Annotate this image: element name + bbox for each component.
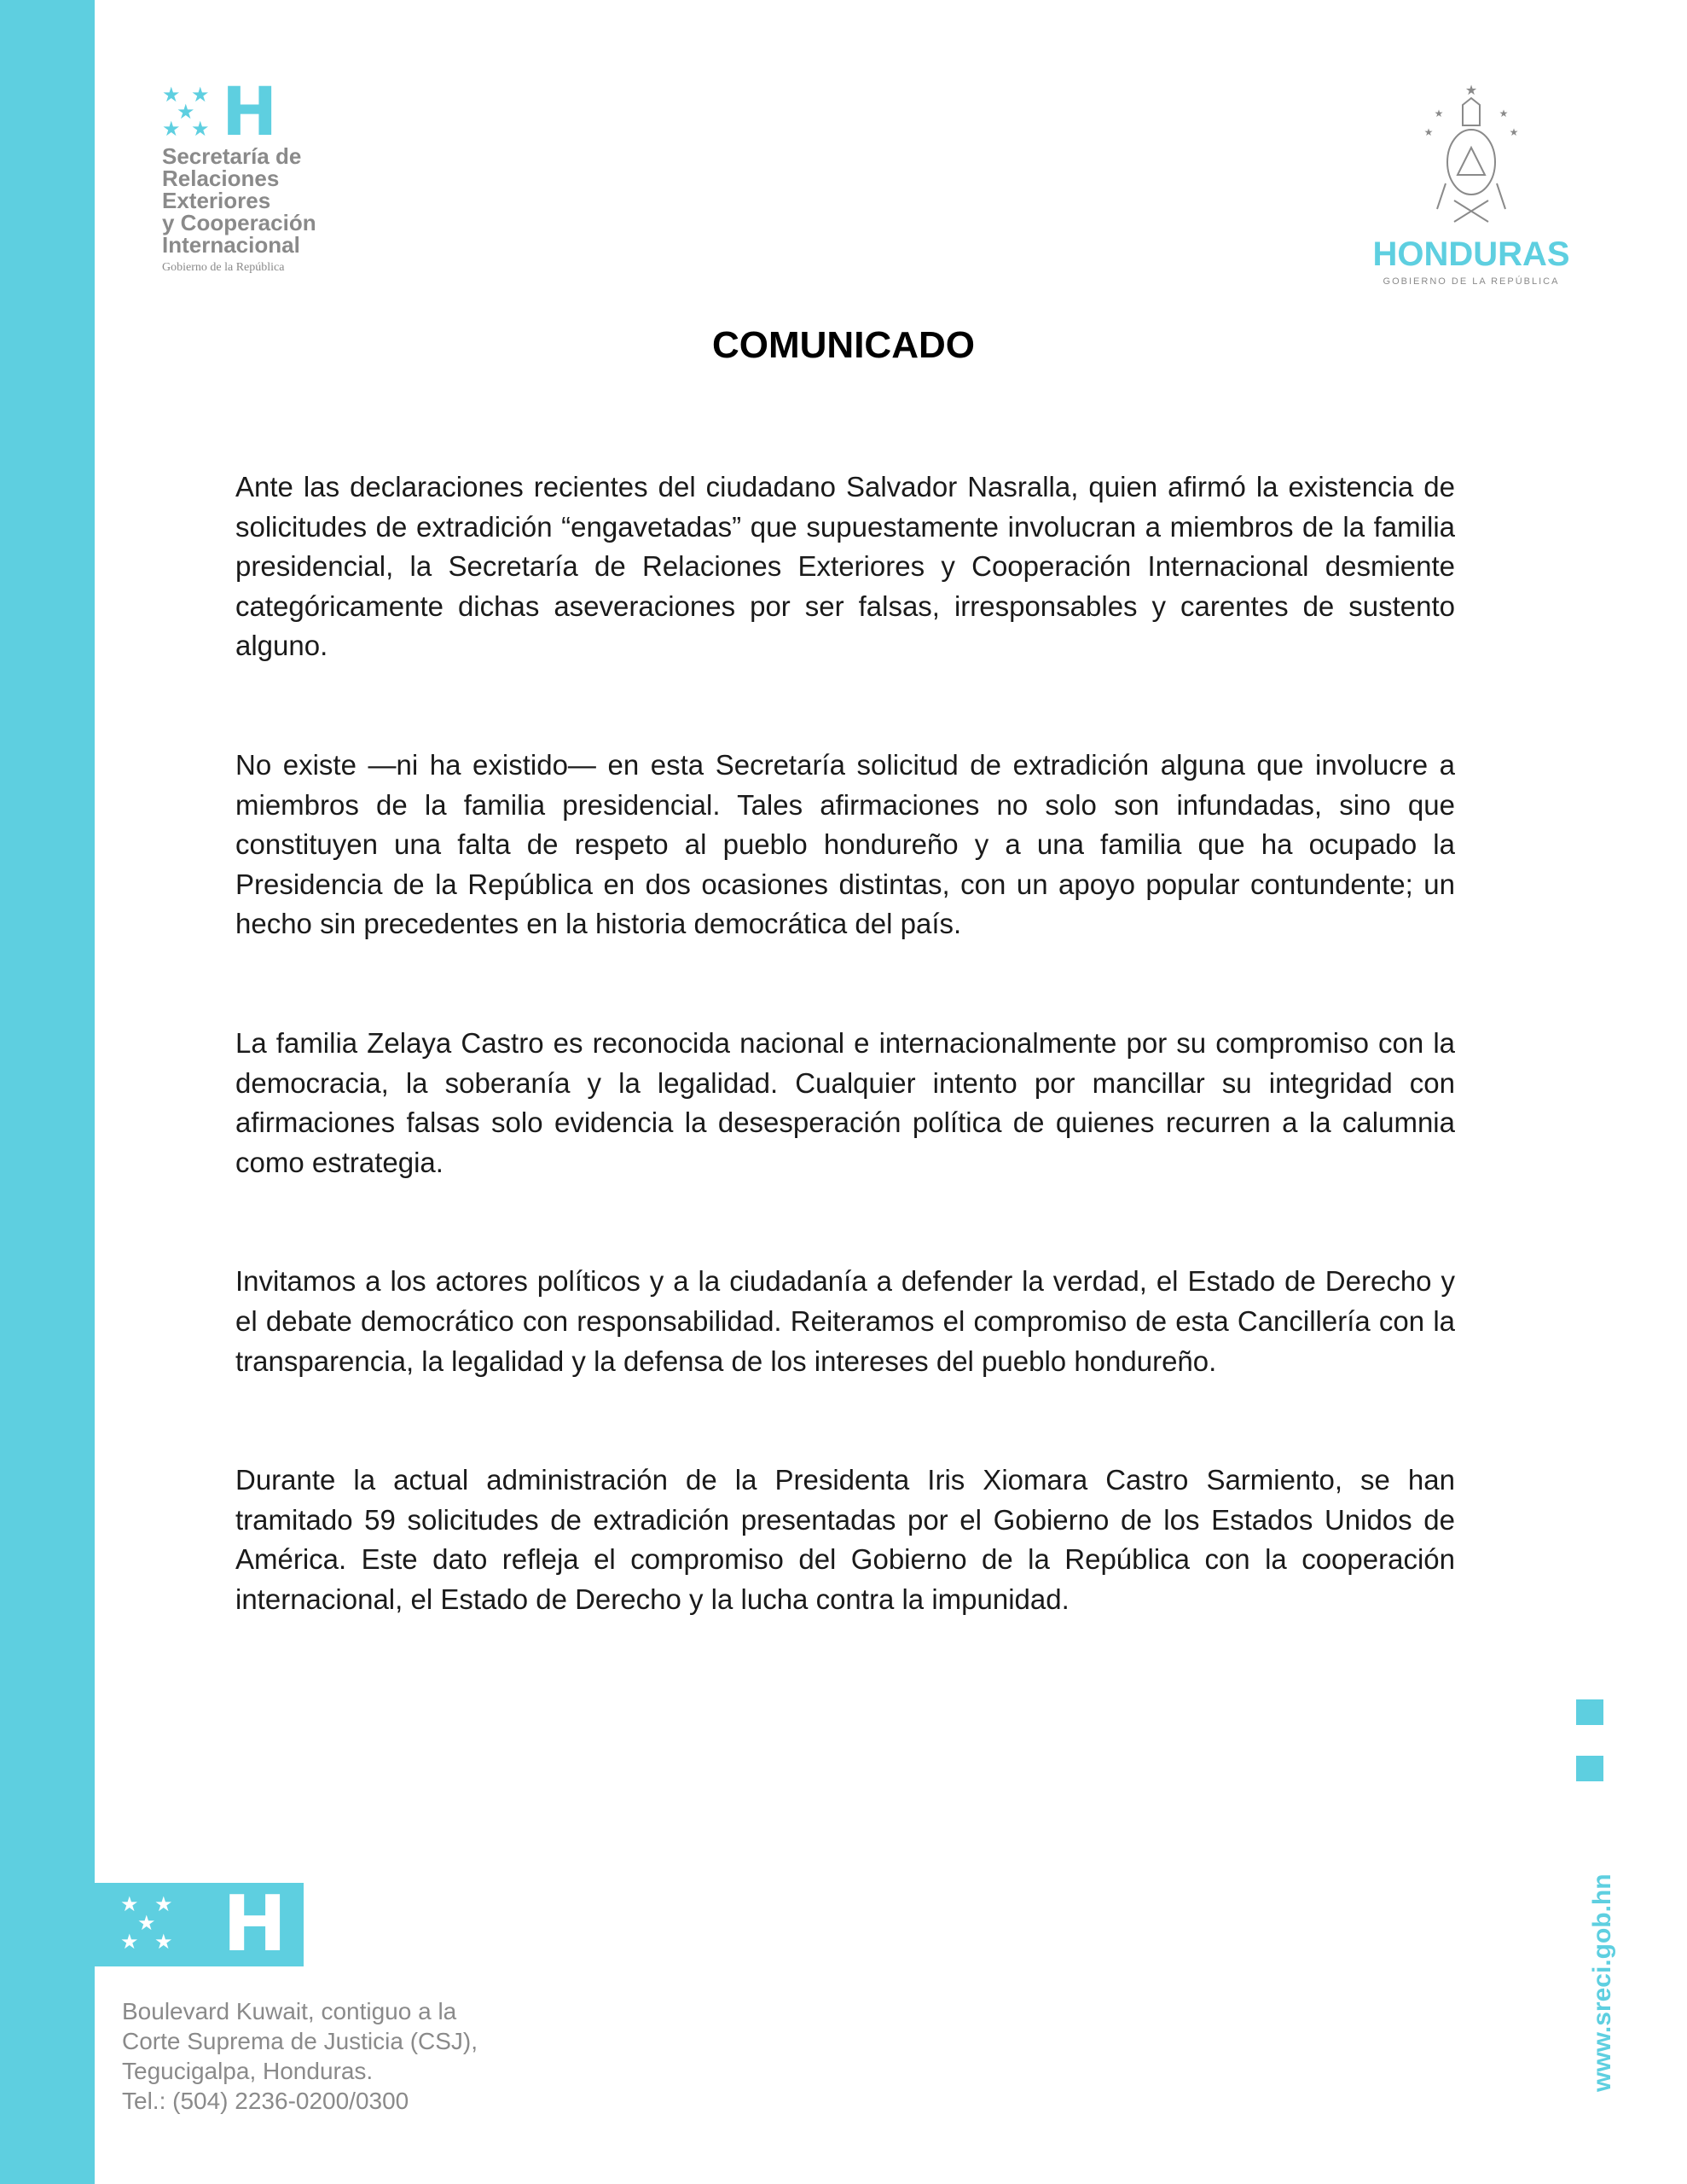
- communique-body: [235, 468, 1455, 1699]
- country-subtitle: GOBIERNO DE LA REPÚBLICA: [1383, 276, 1560, 287]
- h-logo-icon: H: [223, 1879, 287, 1969]
- country-name: HONDURAS: [1372, 235, 1570, 273]
- address-line: Tegucigalpa, Honduras.: [122, 2058, 374, 2084]
- stars-icon: ★ ★ ★ ★ ★: [120, 1893, 173, 1954]
- honduras-logo: [1365, 81, 1578, 287]
- paragraph: No existe —ni ha existido— en esta Secretaría solicitud de extradición alguna que involucre a miembros de la familia presidencial. Tales afirmaciones no solo son infundadas, sino que constituyen una falta de respeto al pueblo hondureño y a una familia que ha ocupado la Presidencia de la República en dos ocasiones distintas, con un apoyo popular contundente; un hecho sin precedentes en la historia democrática del país.: [235, 748, 1455, 940]
- svg-text:★: ★: [1423, 126, 1434, 138]
- org-name-line: y Cooperación: [162, 210, 316, 235]
- paragraph: La familia Zelaya Castro es reconocida nacional e internacionalmente por su compromiso con la democracia, la soberanía y la legalidad. Cualquier intento por mancillar su integridad con afirmaciones falsas solo evidencia la desesperación política de quienes recurren a la calumnia como estrategia.: [235, 1026, 1455, 1178]
- coat-of-arms-icon: [1420, 81, 1522, 226]
- svg-text:★: ★: [1509, 126, 1519, 138]
- org-name-line: Exteriores: [162, 188, 271, 213]
- decorative-square: [1576, 1699, 1603, 1725]
- paragraph: Durante la actual administración de la Presidenta Iris Xiomara Castro Sarmiento, se han tramitado 59 solicitudes de extradición presentadas por el Gobierno de los Estados Unidos de América. Este dato refleja el compromiso del Gobierno de la República con la cooperación internacional, el Estado de Derecho y la lucha contra la impunidad.: [235, 1464, 1455, 1615]
- org-name-line: Secretaría de: [162, 143, 302, 169]
- website-link[interactable]: www.sreci.gob.hn: [1588, 1873, 1616, 2092]
- svg-text:★: ★: [1464, 84, 1478, 98]
- paragraph: Invitamos a los actores políticos y a la ciudadanía a defender la verdad, el Estado de Derecho y el debate democrático con responsabilidad. Reiteramos el compromiso de esta Cancillería con la transparencia, la legalidad y la defensa de los intereses del pueblo hondureño.: [235, 1265, 1455, 1377]
- paragraph: Ante las declaraciones recientes del ciudadano Salvador Nasralla, quien afirmó la existencia de solicitudes de extradición “engavetadas” que supuestamente involucran a miembros de la familia presidencial, la Secretaría de Relaciones Exteriores y Cooperación Internacional desmiente categóricamente dichas aseveraciones por ser falsas, irresponsables y carentes de sustento alguno.: [235, 471, 1455, 662]
- org-subtitle: Gobierno de la República: [162, 261, 285, 274]
- page-title: COMUNICADO: [712, 324, 975, 366]
- address-line: Boulevard Kuwait, contiguo a la: [122, 1998, 457, 2024]
- org-name-line: Relaciones: [162, 166, 280, 191]
- org-name-line: Internacional: [162, 232, 300, 258]
- h-logo-icon: H: [222, 74, 278, 151]
- footer-address: [122, 1996, 478, 2116]
- decorative-square: [1576, 1756, 1603, 1781]
- phone-line: Tel.: (504) 2236-0200/0300: [122, 2088, 409, 2114]
- stars-icon: ★ ★ ★ ★ ★: [162, 84, 210, 141]
- sreci-logo: [162, 74, 316, 275]
- svg-text:★: ★: [1434, 107, 1444, 119]
- svg-text:★: ★: [1499, 107, 1509, 119]
- address-line: Corte Suprema de Justicia (CSJ),: [122, 2028, 478, 2054]
- footer-logo: [95, 1879, 304, 1969]
